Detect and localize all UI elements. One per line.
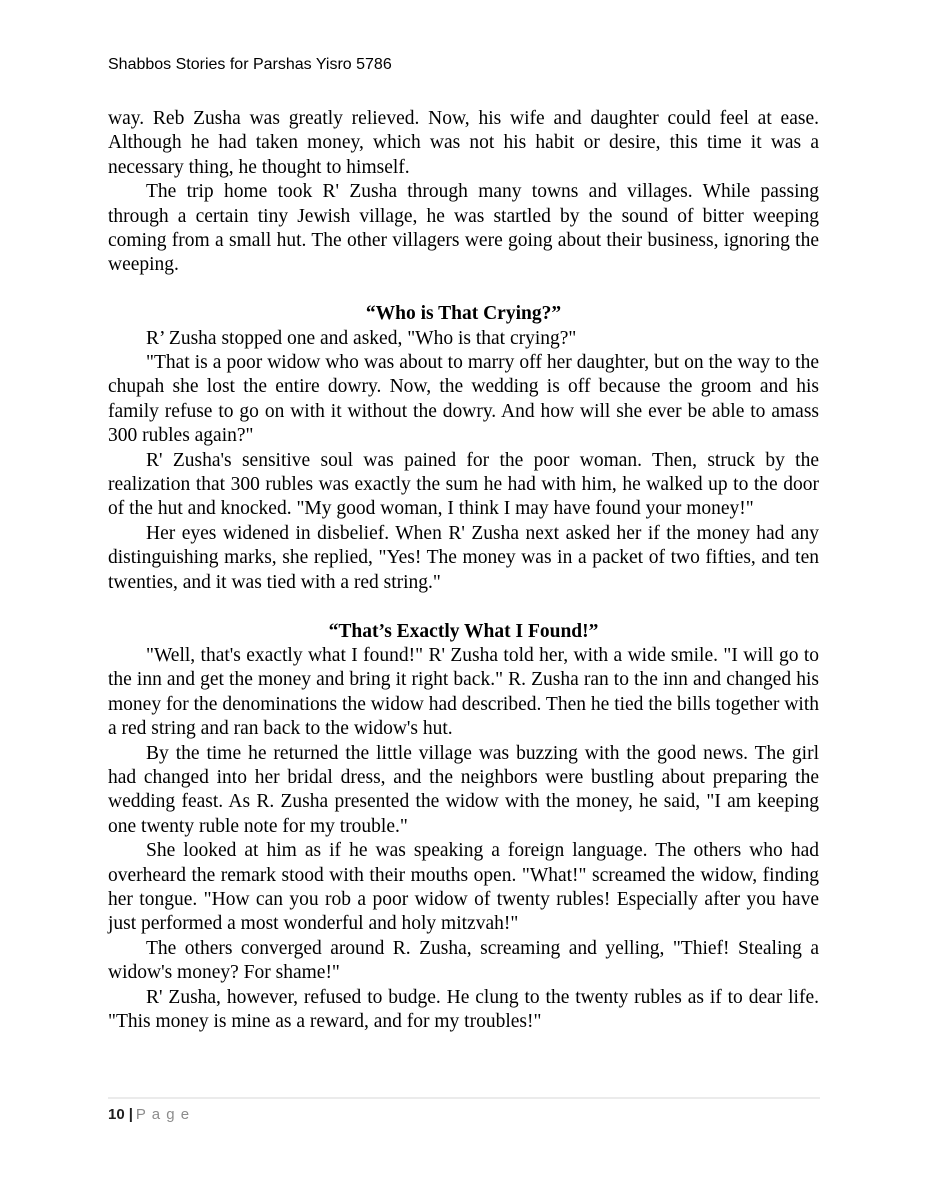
paragraph: R’ Zusha stopped one and asked, "Who is that crying?" [146,327,577,349]
paragraph: R' Zusha's sensitive soul was pained for the poor woman. Then, struck by the realization that 300 rubles was exactly the sum he had with him, he walked up to the door of the hut and knocked. "My good woman, I think I may have found your money!" [108,449,819,520]
paragraph: way. Reb Zusha was greatly relieved. Now, his wife and daughter could feel at ease. Although he had taken money, which was not his habit or desire, this time it was a necessary thing, he thought to himself. [108,108,819,178]
paragraph: "That is a poor widow who was about to marry off her daughter, but on the way to the chupah she lost the entire dowry. Now, the wedding is off because the groom and his family refuse to go on with it without the dowry. And how will she ever be able to amass 300 rubles again?" [108,352,819,447]
header-title: Shabbos Stories for Parshas Yisro 5786 [108,56,392,73]
paragraph: R' Zusha, however, refused to budge. He clung to the twenty rubles as if to dear life. "This money is mine as a reward, and for my troubles!" [108,986,819,1032]
page-number: 10 [108,1106,125,1123]
footer-separator: | [128,1106,133,1123]
document-body [108,107,819,1034]
paragraph: She looked at him as if he was speaking a foreign language. The others who had overheard the remark stood with their mouths open. "What!" screamed the widow, finding her tongue. "How can you rob a poor widow of twenty rubles! Especially after you have just performed a most wonderful and holy mitzvah!" [108,840,819,935]
paragraph: Her eyes widened in disbelief. When R' Zusha next asked her if the money had any distinguishing marks, she replied, "Yes! The money was in a packet of two fifties, and ten twenties, and it was tied with a red string." [108,522,819,593]
paragraph: "Well, that's exactly what I found!" R' Zusha told her, with a wide smile. "I will go to the inn and get the money and bring it right back." R. Zusha ran to the inn and changed his money for the denominations the widow had described. Then he tied the bills together with a red string and ran back to the widow's hut. [108,644,819,740]
page-label: P a g e [135,1106,191,1123]
paragraph: The others converged around R. Zusha, screaming and yelling, "Thief! Stealing a widow's money? For shame!" [108,937,819,984]
section-heading-who-is-that-crying: “Who is That Crying?” [365,303,562,325]
paragraph: By the time he returned the little village was buzzing with the good news. The girl had changed into her bridal dress, and the neighbors were bustling about preparing the wedding feast. As R. Zusha presented the widow with the money, he said, "I am keeping one twenty ruble note for my trouble." [108,742,819,837]
page-footer [108,1097,820,1123]
section-heading-thats-exactly-what-i-found: “That’s Exactly What I Found!” [328,620,599,642]
document-header [108,55,819,74]
paragraph: The trip home took R' Zusha through many towns and villages. While passing through a certain tiny Jewish village, he was startled by the sound of bitter weeping coming from a small hut. The other villagers were going about their business, ignoring the weeping. [108,181,819,276]
